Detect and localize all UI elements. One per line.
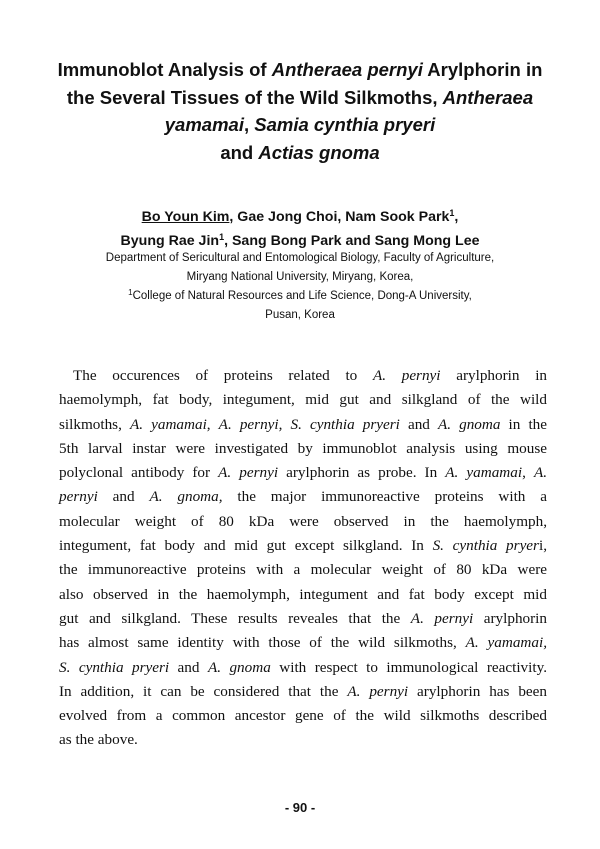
abstract-line: also observed in the haemolymph, integument and fat body except mid (59, 585, 547, 603)
affiliation-marker: 1 (449, 208, 455, 218)
page-number: - 90 - (284, 800, 316, 815)
abstract-body (59, 364, 547, 753)
affiliation-line: Department of Sericultural and Entomological Biology, Faculty of Agriculture, (105, 252, 495, 264)
affiliation-line (40, 287, 560, 306)
title-species: Antheraea pernyi (271, 59, 423, 80)
author-names: , (454, 209, 459, 225)
corresponding-author: Bo Youn Kim (141, 209, 230, 225)
author-line (40, 205, 560, 229)
title-text: and (220, 141, 259, 163)
affiliation-line: Miryang National University, Miryang, Korea, (186, 271, 414, 283)
abstract-line: polyclonal antibody for A. pernyi arylphorin as probe. In A. yamamai, A. (59, 464, 548, 482)
title-species: yamamai (164, 114, 244, 135)
title-text: Immunoblot Analysis of (57, 59, 272, 80)
abstract-line: silkmoths, A. yamamai, A. pernyi, S. cynthia pryeri and A. gnoma in the (59, 415, 547, 433)
abstract-line: In addition, it can be considered that the A. pernyi arylphorin has been (59, 682, 548, 700)
title-species: Actias gnoma (258, 141, 380, 163)
title-species: Samia cynthia pryeri (254, 114, 436, 135)
abstract-line: S. cynthia pryeri and A. gnoma with respect to immunological reactivity. (59, 658, 547, 676)
author-names: Byung Rae Jin (120, 233, 220, 249)
affiliation-text: College of Natural Resources and Life Science, Dong-A University, (132, 290, 472, 302)
title-text: Arylphorin in (422, 59, 543, 80)
abstract-line: haemolymph, fat body, integument, mid gut and silkgland of the wild (59, 391, 547, 409)
title-line (40, 84, 560, 112)
affiliation-marker: 1 (128, 288, 133, 297)
abstract-line: integument, fat body and mid gut except silkgland. In S. cynthia pryeri, (59, 537, 547, 555)
abstract-line: pernyi and A. gnoma, the major immunoreactive proteins with a (59, 488, 547, 506)
affiliations (40, 249, 560, 325)
title-line (40, 139, 560, 167)
author-names: , Gae Jong Choi, Nam Sook Park (229, 209, 450, 225)
abstract-line: The occurences of proteins related to A. pernyi arylphorin in (73, 367, 548, 384)
affiliation-line: Pusan, Korea (265, 309, 335, 321)
title-text: the Several Tissues of the Wild Silkmoths, (66, 86, 443, 108)
abstract-line: the immunoreactive proteins with a molecular weight of 80 kDa were (59, 561, 547, 579)
author-list (40, 205, 560, 253)
abstract-line: 5th larval instar were investigated by immunoblot analysis using mouse (59, 439, 547, 457)
abstract-line: has almost same identity with those of the wild silkmoths, A. yamamai, (59, 634, 547, 652)
title-species: Antheraea (442, 86, 534, 108)
title-line (40, 56, 560, 84)
abstract-line: evolved from a common ancestor gene of the wild silkmoths described (59, 707, 547, 725)
affiliation-marker: 1 (219, 232, 225, 242)
title-line (40, 111, 560, 139)
abstract-line: as the above. (59, 731, 138, 749)
author-names: , Sang Bong Park and Sang Mong Lee (224, 233, 480, 249)
title-text: , (243, 114, 255, 135)
abstract-line: molecular weight of 80 kDa were observed in the haemolymph, (59, 512, 547, 530)
abstract-line: gut and silkgland. These results reveales that the A. pernyi arylphorin (59, 609, 547, 627)
paper-title (40, 56, 560, 166)
